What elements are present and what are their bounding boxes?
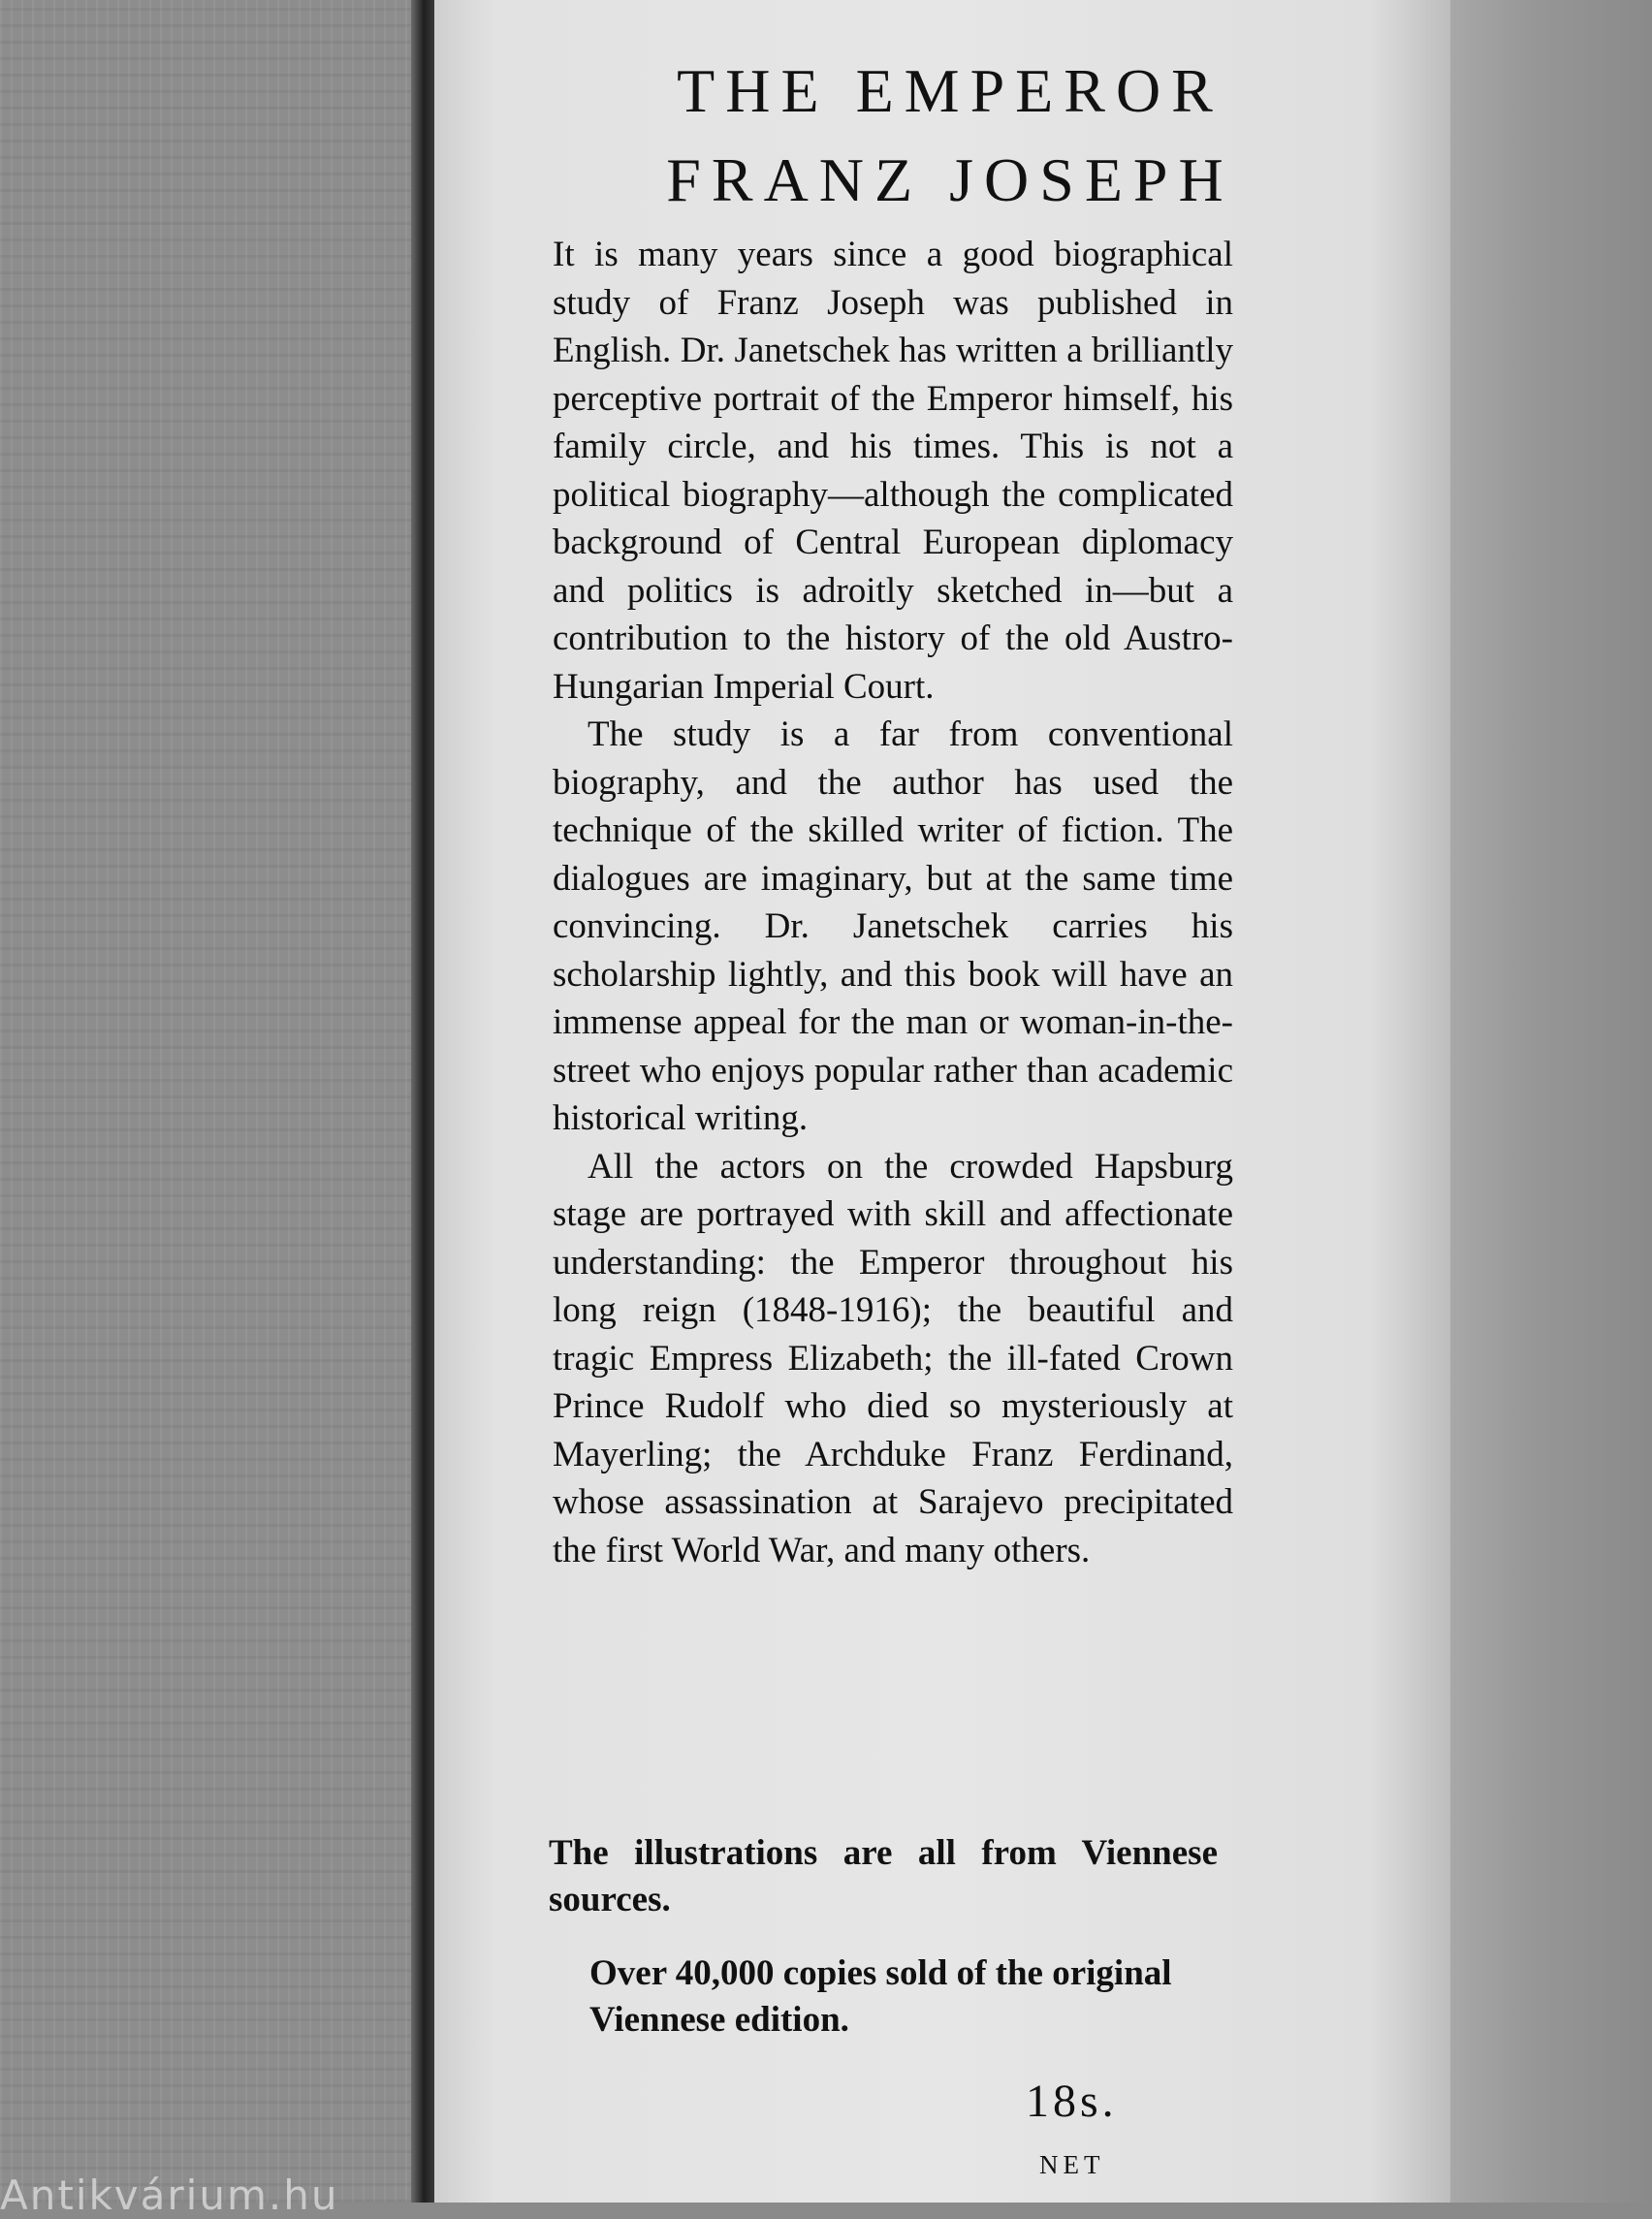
blurb-paragraph-3: All the actors on the crowded Hapsburg stage are portrayed with skill and affectionate understanding: the Emperor throughout his long reign (1848-1916); the beautiful and tragic Empress Elizabeth; the ill-fated Crown Prince Rudolf who died so mysteriously at Mayerling; the Archduke Franz Ferdinand, whose assassination at Sarajevo precipitated the first World War, and many others. bbox=[553, 1146, 1233, 1570]
price-net-label: NET bbox=[1039, 2150, 1105, 2179]
title-line-1: THE EMPEROR bbox=[677, 56, 1223, 125]
blurb-paragraph-1: It is many years since a good biographical study of Franz Joseph was published in English. Dr. Janetschek has written a brilliantly perceptive portrait of the Emperor himself, his family circle, and his times. This is not a political biography—although the complicated background of Central European diplomacy and politics is adroitly sketched in—but a contribution to the history of the old Austro-Hungarian Imperial Court. bbox=[553, 235, 1233, 707]
book-title bbox=[543, 47, 1357, 225]
spine-fold-shadow bbox=[411, 0, 434, 2203]
illustrations-note: The illustrations are all from Viennese sources. bbox=[549, 1833, 1218, 1919]
cover-board-background bbox=[0, 0, 427, 2203]
sales-note: Over 40,000 copies sold of the original Viennese edition. bbox=[589, 1953, 1172, 2040]
watermark: Antikvárium.hu bbox=[0, 2171, 339, 2219]
price: 18s. bbox=[1026, 2076, 1118, 2127]
blurb-text bbox=[553, 231, 1233, 1574]
page-edge-shadow bbox=[1450, 0, 1652, 2203]
blurb-paragraph-2: The study is a far from conventional biography, and the author has used the technique of the skilled writer of fiction. The dialogues are imaginary, but at the same time convincing. Dr. Janetschek carries his scholarship lightly, and this book will have an immense appeal for the man or woman-in-the-street who enjoys popular rather than academic historical writing. bbox=[553, 714, 1233, 1138]
title-line-2: FRANZ JOSEPH bbox=[666, 145, 1234, 214]
